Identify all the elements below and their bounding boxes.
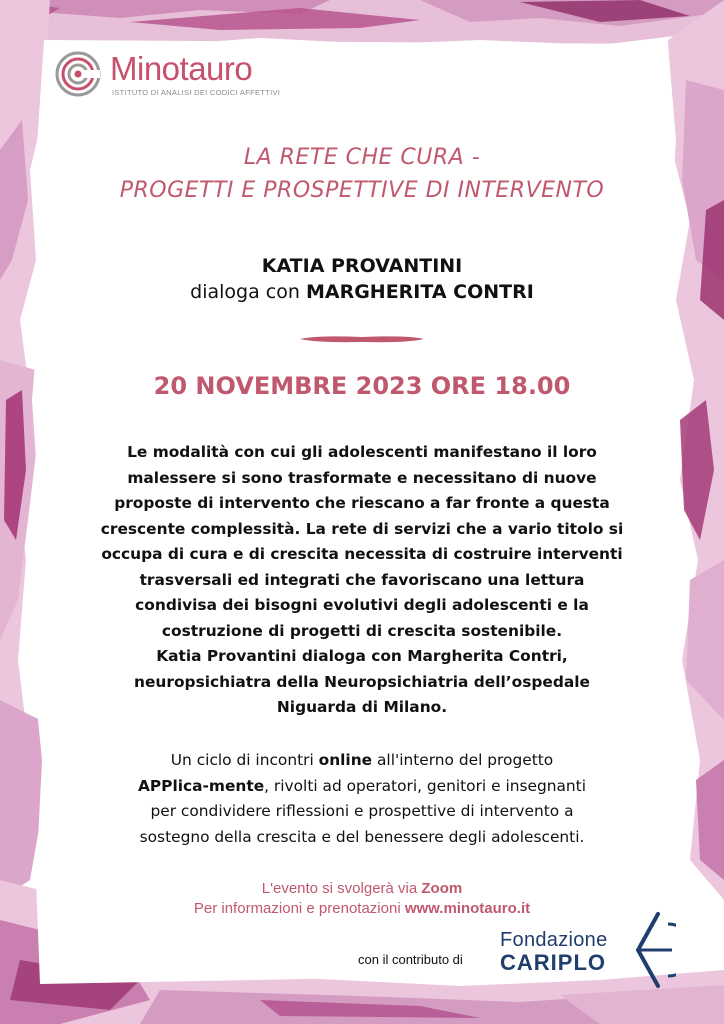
logo-name: Minotauro	[110, 50, 253, 87]
event-title-line2: PROGETTI E PROSPETTIVE DI INTERVENTO	[119, 178, 605, 203]
sponsor-label: con il contributo di	[358, 952, 463, 967]
minotauro-logo	[52, 48, 292, 100]
description-line: occupa di cura e di crescita necessita di costruire interventi	[101, 545, 623, 563]
contact-line: Per informazioni e prenotazioni www.minotauro.it	[193, 900, 531, 917]
description-line: neuropsichiatra della Neuropsichiatria dell’ospedale	[134, 672, 590, 691]
project-line-1: Un ciclo di incontri online all'interno del progetto	[170, 751, 554, 769]
platform-name: Zoom	[421, 880, 463, 897]
online-keyword: online	[318, 751, 373, 769]
logo-subtitle: ISTITUTO DI ANALISI DEI CODICI AFFETTIVI	[112, 88, 281, 97]
description-line: Katia Provantini dialoga con Margherita Contri,	[156, 647, 568, 665]
description-line: trasversali ed integrati che favoriscano una lettura	[139, 570, 585, 589]
event-info	[60, 879, 664, 919]
description-line: Le modalità con cui gli adolescenti manifestano il loro	[127, 443, 597, 461]
project-line-2: APPlica-mente, rivolti ad operatori, genitori e insegnanti	[137, 776, 586, 795]
description-line: crescente complessità. La rete di servizi che a vario titolo si	[100, 519, 624, 538]
event-platform-line: L'evento si svolgerà via Zoom	[261, 880, 463, 897]
speaker-line	[40, 281, 684, 303]
description-line: proposte di intervento che riescano a far fronte a questa	[114, 494, 610, 512]
project-description	[60, 748, 664, 850]
project-line-4: sostegno della crescita e del benessere degli adolescenti.	[139, 827, 585, 846]
minotauro-labyrinth-icon	[52, 48, 104, 100]
speaker-connector: dialoga con	[190, 281, 300, 303]
event-title-line1: LA RETE CHE CURA -	[243, 145, 481, 170]
description-line: Niguarda di Milano.	[276, 698, 448, 716]
cariplo-mark-icon	[628, 910, 676, 990]
event-description	[60, 440, 664, 721]
website-link[interactable]: www.minotauro.it	[404, 900, 531, 917]
fondazione-cariplo-logo	[500, 929, 608, 976]
brush-divider	[298, 334, 426, 344]
event-date: 20 NOVEMBRE 2023 ORE 18.00	[153, 372, 571, 400]
project-name: APPlica-mente	[137, 776, 265, 795]
sponsor-name-line2: CARIPLO	[500, 950, 606, 975]
project-line-3: per condividere riflessioni e prospettive di intervento a	[150, 802, 574, 820]
main-speaker: KATIA PROVANTINI	[261, 255, 463, 277]
description-line: malessere si sono trasformate e necessitano di nuove	[127, 468, 597, 487]
sponsor-name-line1: Fondazione	[500, 929, 608, 951]
description-line: costruzione di progetti di crescita sostenibile.	[161, 621, 563, 640]
guest-speaker: MARGHERITA CONTRI	[305, 281, 534, 303]
description-line: condivisa dei bisogni evolutivi degli adolescenti e la	[135, 596, 589, 614]
